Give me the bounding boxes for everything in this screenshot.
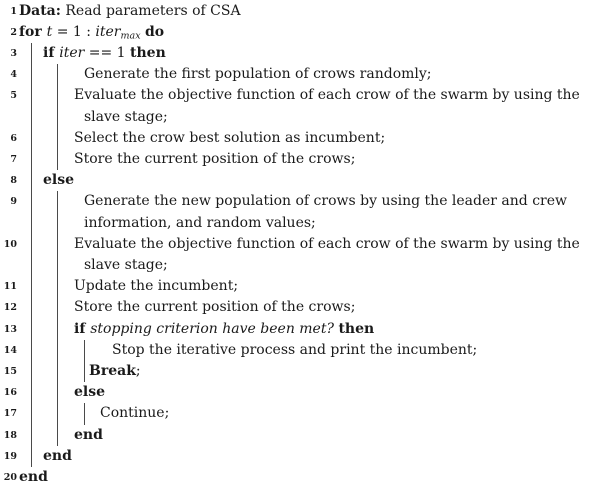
code-text — [84, 255, 168, 276]
keyword-text: then — [338, 320, 375, 337]
block-indent-rule — [31, 425, 32, 446]
block-indent-rule — [31, 213, 32, 234]
statement-text: slave stage; — [84, 257, 168, 273]
line-number: 6 — [10, 132, 17, 144]
code-line-continuation — [0, 255, 600, 276]
code-line-8 — [0, 170, 600, 191]
code-line-17 — [0, 403, 600, 424]
block-indent-rule — [31, 107, 32, 128]
block-indent-rule — [57, 403, 58, 424]
block-indent-rule — [31, 128, 32, 149]
block-indent-rule — [31, 85, 32, 106]
line-number: 11 — [3, 281, 17, 293]
code-text — [74, 425, 103, 446]
line-number: 9 — [10, 196, 17, 208]
code-text — [74, 149, 355, 170]
keyword-text: else — [43, 172, 75, 189]
block-indent-rule — [57, 234, 58, 255]
block-indent-rule — [57, 85, 58, 106]
line-number: 1 — [10, 5, 17, 17]
line-number: 10 — [3, 238, 17, 250]
statement-text: Read parameters of CSA — [60, 2, 241, 19]
keyword-text: else — [74, 384, 106, 401]
code-line-6 — [0, 128, 600, 149]
line-number: 3 — [10, 48, 17, 59]
block-indent-rule — [57, 340, 58, 361]
code-line-3 — [0, 43, 600, 64]
statement-text: = 1 : — [52, 23, 96, 40]
statement-text: Generate the first population of crows randomly; — [84, 66, 432, 83]
block-indent-rule — [57, 213, 58, 234]
line-number: 19 — [3, 450, 17, 462]
block-indent-rule — [31, 234, 32, 255]
block-indent-rule — [31, 149, 32, 170]
code-text — [74, 128, 385, 149]
block-indent-rule — [31, 64, 32, 85]
code-line-18 — [0, 425, 600, 446]
keyword-text: for — [19, 23, 47, 40]
line-number: 2 — [10, 26, 17, 38]
code-line-16 — [0, 382, 600, 403]
block-indent-rule — [31, 255, 32, 276]
code-line-9 — [0, 191, 600, 212]
code-line-continuation — [0, 107, 600, 128]
statement-text: Evaluate the objective function of each crow of the swarm by using the — [74, 87, 580, 104]
code-line-2 — [0, 22, 600, 43]
keyword-text: then — [130, 45, 166, 61]
block-indent-rule — [31, 297, 32, 318]
code-text — [74, 297, 355, 318]
code-line-11 — [0, 276, 600, 297]
statement-text: Store the current position of the crows; — [74, 151, 356, 167]
code-text — [19, 467, 48, 488]
statement-text: Select the crow best solution as incumbent; — [74, 129, 386, 146]
code-text — [43, 446, 72, 467]
block-indent-rule — [57, 361, 58, 382]
code-text — [74, 234, 580, 255]
block-indent-rule — [31, 276, 32, 297]
code-text — [43, 170, 74, 191]
code-line-20 — [0, 467, 600, 488]
statement-text: Continue; — [100, 405, 170, 422]
block-indent-rule — [31, 319, 32, 340]
block-indent-rule — [57, 107, 58, 128]
code-text — [43, 43, 166, 64]
condition-text: stopping criterion have been met? — [90, 320, 334, 337]
code-line-10 — [0, 234, 600, 255]
code-line-4 — [0, 64, 600, 85]
keyword-text: end — [74, 426, 103, 443]
code-text — [84, 107, 168, 128]
code-text — [74, 319, 374, 340]
line-number: 12 — [3, 302, 17, 314]
block-indent-rule — [57, 149, 58, 170]
statement-text: Store the current position of the crows; — [74, 299, 356, 316]
condition-text: iter — [59, 45, 85, 61]
block-indent-rule — [57, 319, 58, 340]
block-indent-rule — [31, 403, 32, 424]
block-indent-rule — [57, 276, 58, 297]
code-text — [112, 340, 477, 361]
code-text — [84, 64, 432, 85]
block-indent-rule — [84, 340, 85, 361]
code-line-1 — [0, 1, 600, 22]
code-text — [84, 191, 567, 212]
code-line-5 — [0, 85, 600, 106]
line-number: 4 — [10, 69, 17, 81]
block-indent-rule — [31, 170, 32, 191]
line-number: 5 — [10, 90, 17, 102]
code-line-12 — [0, 297, 600, 318]
code-text — [89, 361, 141, 382]
statement-text: Update the incumbent; — [74, 278, 239, 295]
code-text — [19, 1, 241, 22]
code-text — [74, 382, 105, 403]
condition-text: iter — [95, 23, 121, 40]
block-indent-rule — [57, 191, 58, 212]
block-indent-rule — [57, 255, 58, 276]
block-indent-rule — [84, 361, 85, 382]
line-number: 15 — [3, 366, 17, 377]
code-line-13 — [0, 319, 600, 340]
line-number: 18 — [3, 429, 17, 441]
keyword-text: Data: — [19, 2, 61, 19]
code-text — [100, 403, 169, 424]
keyword-text: if — [74, 320, 91, 337]
statement-text: == 1 — [84, 45, 131, 61]
keyword-text: end — [43, 447, 72, 464]
statement-text: Evaluate the objective function of each crow of the swarm by using the — [74, 235, 580, 252]
keyword-text: end — [19, 469, 48, 485]
block-indent-rule — [57, 64, 58, 85]
block-indent-rule — [31, 43, 32, 64]
code-line-14 — [0, 340, 600, 361]
block-indent-rule — [31, 191, 32, 212]
block-indent-rule — [31, 340, 32, 361]
block-indent-rule — [57, 297, 58, 318]
line-number: 7 — [10, 154, 17, 165]
statement-text: ; — [135, 363, 141, 379]
block-indent-rule — [84, 403, 85, 424]
line-number: 16 — [3, 387, 17, 399]
block-indent-rule — [31, 446, 32, 467]
statement-text: information, and random values; — [84, 214, 316, 231]
block-indent-rule — [31, 382, 32, 403]
block-indent-rule — [57, 382, 58, 403]
code-line-19 — [0, 446, 600, 467]
block-indent-rule — [57, 128, 58, 149]
line-number: 13 — [3, 323, 17, 335]
statement-text: Generate the new population of crows by using the leader and crew — [84, 193, 567, 210]
keyword-text: if — [43, 45, 60, 61]
code-text — [74, 276, 238, 297]
keyword-text: do — [145, 23, 165, 40]
code-text — [74, 85, 580, 106]
keyword-text: Break — [89, 363, 136, 379]
code-line-7 — [0, 149, 600, 170]
line-number: 14 — [3, 344, 17, 356]
code-line-15 — [0, 361, 600, 382]
code-text — [84, 213, 316, 234]
line-number: 20 — [3, 472, 17, 483]
code-line-continuation — [0, 213, 600, 234]
line-number: 17 — [3, 408, 17, 420]
block-indent-rule — [31, 361, 32, 382]
block-indent-rule — [57, 425, 58, 446]
statement-text: max — [120, 30, 141, 42]
statement-text: slave stage; — [84, 108, 168, 125]
condition-text: t — [46, 23, 53, 40]
statement-text: Stop the iterative process and print the incumbent; — [112, 341, 478, 358]
line-number: 8 — [10, 175, 17, 187]
